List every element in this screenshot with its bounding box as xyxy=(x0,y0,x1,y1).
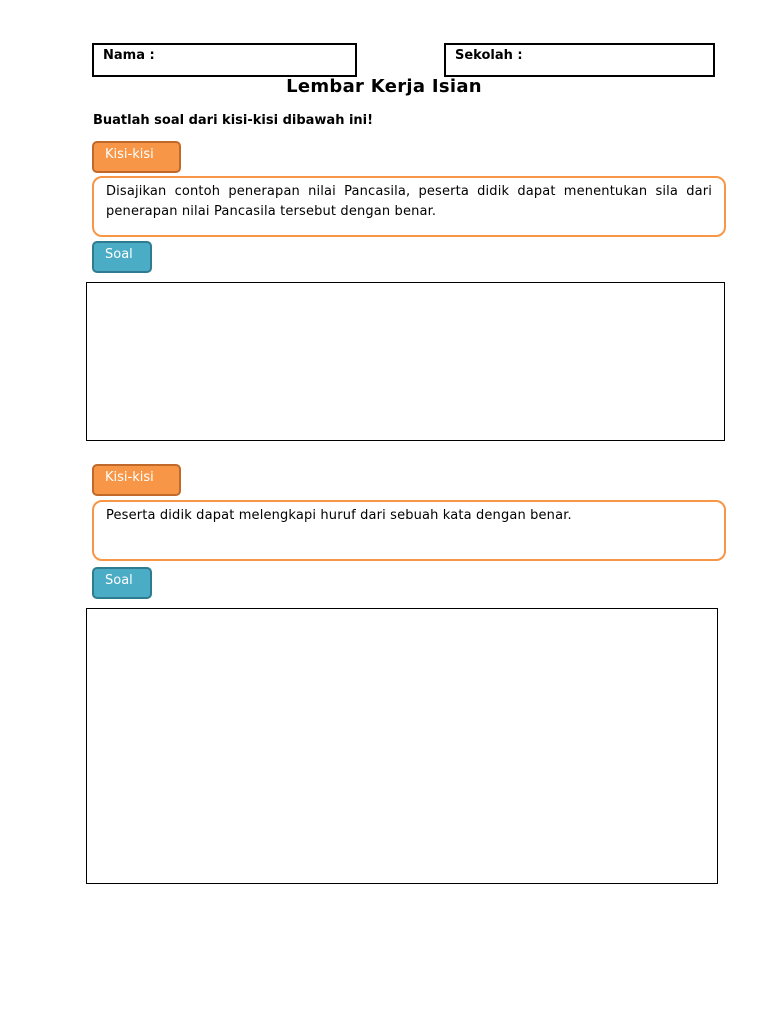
nama-field[interactable] xyxy=(92,43,357,77)
sekolah-field[interactable] xyxy=(444,43,715,77)
kisi-kisi-text-1: Disajikan contoh penerapan nilai Pancasila, peserta didik dapat menentukan sila dari penerapan nilai Pancasila tersebut dengan benar. xyxy=(106,184,712,219)
soal-tag-1: Soal xyxy=(92,241,152,273)
kisi-kisi-box-2 xyxy=(92,500,726,561)
page-title: Lembar Kerja Isian xyxy=(286,76,482,97)
sekolah-label: Sekolah : xyxy=(455,48,523,63)
kisi-kisi-box-1 xyxy=(92,176,726,237)
kisi-kisi-tag-1: Kisi-kisi xyxy=(92,141,181,173)
kisi-kisi-text-2: Peserta didik dapat melengkapi huruf dari sebuah kata dengan benar. xyxy=(106,508,572,523)
soal-answer-box-1[interactable] xyxy=(86,282,725,441)
soal-answer-box-2[interactable] xyxy=(86,608,718,884)
kisi-kisi-tag-2: Kisi-kisi xyxy=(92,464,181,496)
soal-tag-2: Soal xyxy=(92,567,152,599)
nama-label: Nama : xyxy=(103,48,155,63)
instruction-text: Buatlah soal dari kisi-kisi dibawah ini! xyxy=(93,113,374,128)
